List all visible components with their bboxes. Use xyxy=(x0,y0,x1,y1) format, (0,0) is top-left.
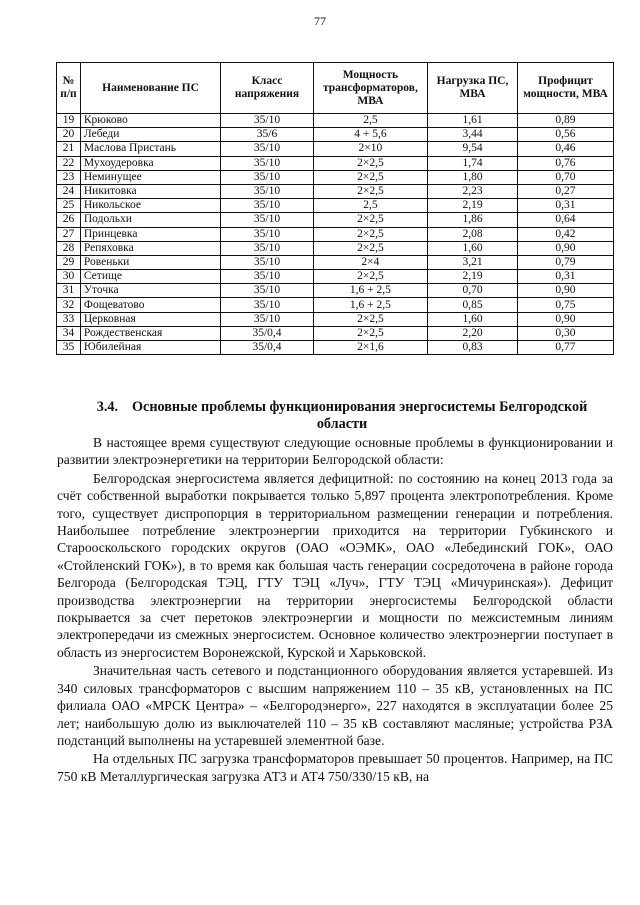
cell-profit: 0,77 xyxy=(517,341,613,355)
cell-num: 32 xyxy=(57,298,81,312)
cell-load: 1,61 xyxy=(428,114,518,128)
cell-num: 31 xyxy=(57,284,81,298)
cell-load: 0,85 xyxy=(428,298,518,312)
table-row xyxy=(57,227,614,241)
header-profit: Профицит мощности, МВА xyxy=(517,63,613,114)
header-load: Нагрузка ПС, МВА xyxy=(428,63,518,114)
cell-power: 2,5 xyxy=(313,199,427,213)
cell-power: 2×2,5 xyxy=(313,312,427,326)
paragraph: Белгородская энергосистема является дефицитной: по состоянию на конец 2013 года за счёт собственной выработки покрывается только 5,897 процента электропотребления. Кроме того, существует диспропорция в территориальном размещении генерации и потребления. Наибольшее потребление электроэнергии приходится на территории Губкинского и Старооскольского городских округов (ОАО «ОЭМК», ОАО «Лебединский ГОК», ОАО «Стойленский ГОК»), в то время как большая часть генерации сосредоточена в районе города Белгорода (Белгородская ТЭЦ, ГТУ ТЭЦ «Луч», ГТУ ТЭЦ «Мичуринская»). Дефицит производства электроэнергии на территории энергосистемы Белгородской области покрывается за счет перетоков электроэнергии и мощности по межсистемным линиям электропередачи из смежных энергосистем. Основное количество электроэнергии поступает в область из энергосистем Воронежской, Курской и Харьковской. xyxy=(57,470,613,660)
cell-num: 20 xyxy=(57,128,81,142)
paragraph: На отдельных ПС загрузка трансформаторов превышает 50 процентов. Например, на ПС 750 кВ Металлургическая загрузка АТ3 и АТ4 750/330/15 кВ, на xyxy=(57,751,613,784)
paragraph: Значительная часть сетевого и подстанционного оборудования является устаревшей. Из 340 силовых трансформаторов с высшим напряжением 110 – 35 кВ, установленных на ПС филиала ОАО «МРСК Центра» – «Белгородэнерго», 227 находятся в эксплуатации более 25 лет; наибольшую долю из выключателей 110 – 35 кВ составляют масляные; устройства РЗА подстанций выполнены на устаревшей элементной базе. xyxy=(57,663,613,748)
cell-load: 0,70 xyxy=(428,284,518,298)
cell-name: Уточка xyxy=(80,284,220,298)
cell-power: 2×1,6 xyxy=(313,341,427,355)
cell-load: 9,54 xyxy=(428,142,518,156)
cell-load: 1,86 xyxy=(428,213,518,227)
section-title: Основные проблемы функционирования энергосистемы Белгородской области xyxy=(132,399,588,432)
cell-voltage: 35/10 xyxy=(221,284,314,298)
cell-voltage: 35/10 xyxy=(221,184,314,198)
section-number: 3.4. xyxy=(96,399,119,415)
table-row xyxy=(57,128,614,142)
cell-profit: 0,89 xyxy=(517,114,613,128)
cell-num: 23 xyxy=(57,170,81,184)
header-name: Наименование ПС xyxy=(80,63,220,114)
table-row xyxy=(57,184,614,198)
table-row xyxy=(57,213,614,227)
cell-voltage: 35/10 xyxy=(221,213,314,227)
cell-voltage: 35/10 xyxy=(221,241,314,255)
cell-load: 2,23 xyxy=(428,184,518,198)
cell-power: 2×2,5 xyxy=(313,184,427,198)
cell-power: 1,6 + 2,5 xyxy=(313,298,427,312)
cell-power: 2,5 xyxy=(313,114,427,128)
cell-voltage: 35/10 xyxy=(221,312,314,326)
table-row xyxy=(57,170,614,184)
cell-profit: 0,64 xyxy=(517,213,613,227)
cell-power: 2×2,5 xyxy=(313,227,427,241)
cell-load: 1,74 xyxy=(428,156,518,170)
substation-table xyxy=(56,62,614,355)
cell-voltage: 35/10 xyxy=(221,156,314,170)
cell-profit: 0,75 xyxy=(517,298,613,312)
cell-load: 1,60 xyxy=(428,312,518,326)
cell-power: 2×2,5 xyxy=(313,213,427,227)
cell-load: 2,19 xyxy=(428,270,518,284)
cell-num: 30 xyxy=(57,270,81,284)
cell-load: 2,20 xyxy=(428,326,518,340)
cell-load: 1,60 xyxy=(428,241,518,255)
table-row xyxy=(57,312,614,326)
table-body xyxy=(57,114,614,355)
cell-name: Никитовка xyxy=(80,184,220,198)
cell-name: Мухоудеровка xyxy=(80,156,220,170)
cell-name: Крюково xyxy=(80,114,220,128)
cell-profit: 0,30 xyxy=(517,326,613,340)
cell-profit: 0,31 xyxy=(517,199,613,213)
cell-profit: 0,76 xyxy=(517,156,613,170)
cell-name: Рождественская xyxy=(80,326,220,340)
cell-voltage: 35/10 xyxy=(221,170,314,184)
cell-num: 28 xyxy=(57,241,81,255)
cell-power: 2×2,5 xyxy=(313,326,427,340)
cell-profit: 0,27 xyxy=(517,184,613,198)
table-row xyxy=(57,142,614,156)
cell-voltage: 35/10 xyxy=(221,142,314,156)
cell-profit: 0,90 xyxy=(517,284,613,298)
cell-profit: 0,31 xyxy=(517,270,613,284)
cell-voltage: 35/10 xyxy=(221,298,314,312)
cell-name: Репяховка xyxy=(80,241,220,255)
table-header-row xyxy=(57,63,614,114)
cell-num: 35 xyxy=(57,341,81,355)
cell-voltage: 35/10 xyxy=(221,114,314,128)
cell-num: 26 xyxy=(57,213,81,227)
table-row xyxy=(57,270,614,284)
cell-voltage: 35/10 xyxy=(221,270,314,284)
table-row xyxy=(57,114,614,128)
cell-num: 34 xyxy=(57,326,81,340)
cell-num: 24 xyxy=(57,184,81,198)
table-row xyxy=(57,341,614,355)
cell-profit: 0,79 xyxy=(517,255,613,269)
cell-name: Фощеватово xyxy=(80,298,220,312)
cell-voltage: 35/6 xyxy=(221,128,314,142)
cell-load: 3,21 xyxy=(428,255,518,269)
cell-load: 2,08 xyxy=(428,227,518,241)
cell-num: 22 xyxy=(57,156,81,170)
cell-profit: 0,70 xyxy=(517,170,613,184)
table-row xyxy=(57,156,614,170)
paragraph: В настоящее время существуют следующие основные проблемы в функционировании и развитии электроэнергетики на территории Белгородской области: xyxy=(57,435,613,468)
table-row xyxy=(57,241,614,255)
cell-power: 1,6 + 2,5 xyxy=(313,284,427,298)
cell-voltage: 35/0,4 xyxy=(221,326,314,340)
header-power: Мощность трансформаторов, МВА xyxy=(313,63,427,114)
page-number: 77 xyxy=(314,14,326,28)
cell-name: Неминущее xyxy=(80,170,220,184)
cell-load: 1,80 xyxy=(428,170,518,184)
cell-power: 2×2,5 xyxy=(313,170,427,184)
cell-profit: 0,56 xyxy=(517,128,613,142)
cell-power: 4 + 5,6 xyxy=(313,128,427,142)
cell-name: Подольхи xyxy=(80,213,220,227)
cell-voltage: 35/10 xyxy=(221,199,314,213)
header-num: № п/п xyxy=(57,63,81,114)
cell-power: 2×2,5 xyxy=(313,241,427,255)
cell-profit: 0,42 xyxy=(517,227,613,241)
cell-power: 2×2,5 xyxy=(313,270,427,284)
cell-profit: 0,90 xyxy=(517,312,613,326)
cell-name: Никольское xyxy=(80,199,220,213)
cell-num: 33 xyxy=(57,312,81,326)
table-row xyxy=(57,199,614,213)
table-row xyxy=(57,298,614,312)
cell-name: Принцевка xyxy=(80,227,220,241)
table-row xyxy=(57,255,614,269)
section-heading xyxy=(72,399,612,433)
cell-name: Сетище xyxy=(80,270,220,284)
cell-load: 0,83 xyxy=(428,341,518,355)
cell-name: Маслова Пристань xyxy=(80,142,220,156)
cell-num: 21 xyxy=(57,142,81,156)
cell-name: Лебеди xyxy=(80,128,220,142)
cell-num: 19 xyxy=(57,114,81,128)
cell-profit: 0,90 xyxy=(517,241,613,255)
cell-num: 25 xyxy=(57,199,81,213)
cell-load: 2,19 xyxy=(428,199,518,213)
cell-power: 2×10 xyxy=(313,142,427,156)
body-text xyxy=(57,434,613,785)
cell-num: 29 xyxy=(57,255,81,269)
cell-power: 2×4 xyxy=(313,255,427,269)
cell-power: 2×2,5 xyxy=(313,156,427,170)
cell-voltage: 35/10 xyxy=(221,227,314,241)
table-row xyxy=(57,284,614,298)
cell-profit: 0,46 xyxy=(517,142,613,156)
cell-voltage: 35/0,4 xyxy=(221,341,314,355)
cell-load: 3,44 xyxy=(428,128,518,142)
header-voltage-class: Класс напряжения xyxy=(221,63,314,114)
cell-num: 27 xyxy=(57,227,81,241)
cell-name: Юбилейная xyxy=(80,341,220,355)
cell-voltage: 35/10 xyxy=(221,255,314,269)
cell-name: Ровеньки xyxy=(80,255,220,269)
cell-name: Церковная xyxy=(80,312,220,326)
table-row xyxy=(57,326,614,340)
